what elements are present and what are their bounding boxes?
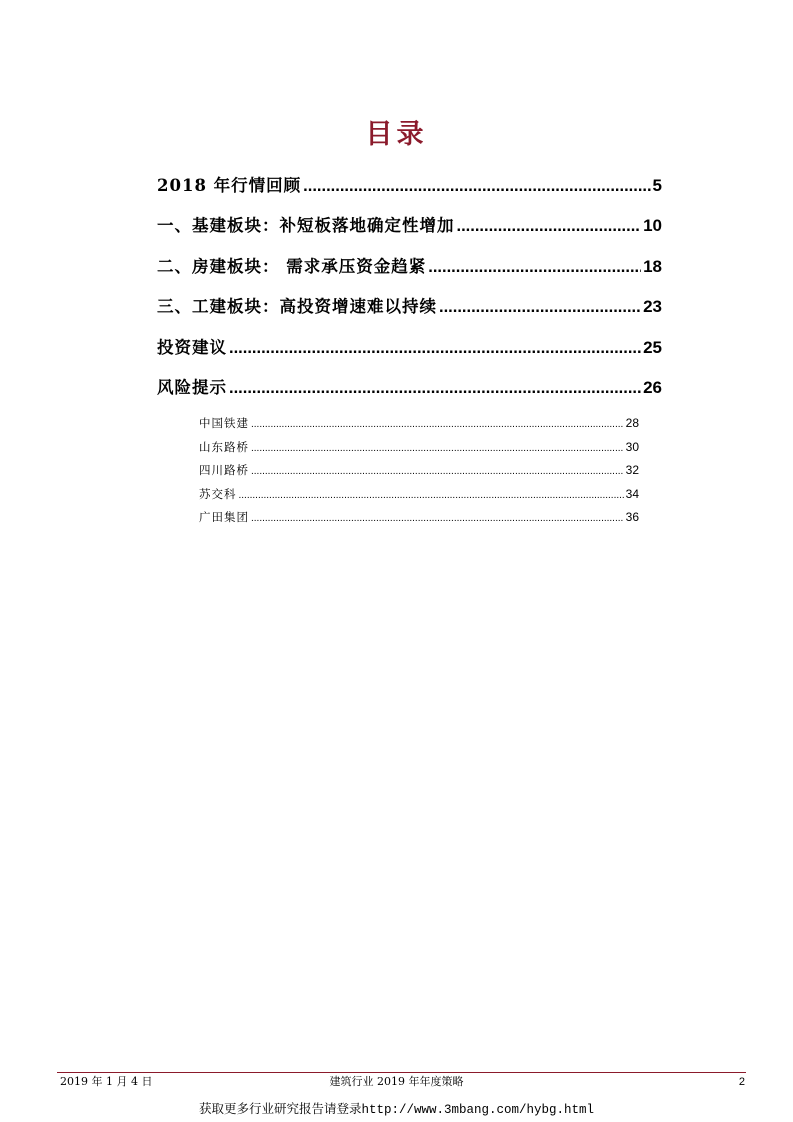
toc-entry-label: 风险提示 [157,378,227,397]
toc-sub-entry[interactable] [199,462,639,478]
toc-sub-entry-label: 山东路桥 [199,440,249,454]
toc-entry-label: 一、基建板块：补短板落地确定性增加 [157,216,455,235]
toc-entry-page: 10 [643,216,662,235]
toc-entry-label: 投资建议 [157,338,227,357]
footer-report-title: 建筑行业 2019 年年度策略 [329,1075,464,1088]
toc-leader-dots [239,488,624,502]
toc-entry[interactable] [157,255,662,279]
footer-divider [57,1072,746,1073]
footer-date: 2019 年 1 月 4 日 [60,1075,153,1088]
toc-sub-entry-label: 中国铁建 [199,416,249,430]
toc-entry-label: 三、工建板块：高投资增速难以持续 [157,297,437,316]
toc-entry-page: 26 [643,378,662,397]
toc-sub-entry-label: 苏交科 [199,487,237,501]
toc-entry-page: 25 [643,338,662,357]
toc-title: 目录 [365,119,428,150]
toc-sub-entry-page: 32 [625,463,639,477]
toc-sub-entry-page: 30 [625,440,639,454]
toc-sub-entry-page: 36 [625,510,639,524]
toc-entry[interactable] [157,376,662,400]
toc-sub-entry-page: 34 [625,487,639,501]
toc-sub-entry-label: 广田集团 [199,510,249,524]
toc-leader-dots [251,441,624,455]
toc-entry-label: 2018 年行情回顾 [157,176,302,195]
toc-entry-page: 18 [643,257,662,276]
toc-leader-dots [229,336,641,360]
toc-entry[interactable] [157,174,662,198]
toc-sub-entry-label: 四川路桥 [199,463,249,477]
toc-sub-entry[interactable] [199,509,639,525]
toc-leader-dots [457,214,642,238]
toc-entry[interactable] [157,295,662,319]
toc-sub-entry[interactable] [199,486,639,502]
toc-leader-dots [251,417,624,431]
toc-entry[interactable] [157,214,662,238]
toc-leader-dots [439,295,641,319]
toc-leader-dots [251,464,624,478]
toc-entry-label: 二、房建板块： 需求承压资金趋紧 [157,257,427,276]
toc-leader-dots [251,511,624,525]
toc-entry-page: 23 [643,297,662,316]
toc-entry-page: 5 [652,176,662,195]
toc-sub-entry[interactable] [199,415,639,431]
download-note-link[interactable]: http://www.3mbang.com/hybg.html [361,1103,595,1117]
download-note-prefix: 获取更多行业研究报告请登录 [198,1101,362,1116]
toc-leader-dots [428,255,641,279]
download-note [0,1101,793,1118]
toc-leader-dots [303,174,650,198]
toc-sub-entry[interactable] [199,439,639,455]
toc-leader-dots [229,376,641,400]
footer-page-number: 2 [738,1076,745,1088]
toc-entry[interactable] [157,336,662,360]
toc-sub-entry-page: 28 [625,416,639,430]
